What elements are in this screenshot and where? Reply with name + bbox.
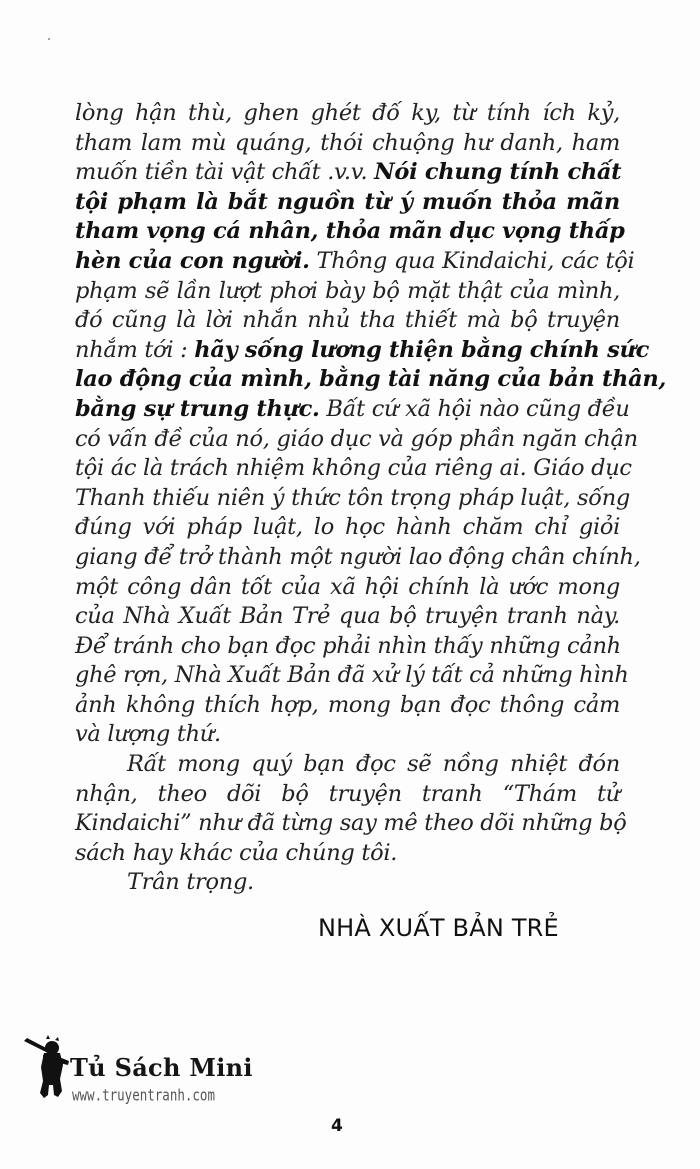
text-run: của Nhà Xuất Bản Trẻ qua bộ truyện tranh này. — [75, 603, 620, 630]
text-run: nhận, theo dõi bộ truyện tranh “Thám tử — [75, 780, 620, 807]
text-run: muốn tiền tài vật chất .v.v. — [75, 159, 375, 186]
text-line — [75, 158, 620, 188]
text-run: giang để trở thành một người lao động chân chính, — [75, 543, 641, 570]
text-line — [75, 306, 620, 336]
text-run: lòng hận thù, ghen ghét đố ky, từ tính ích kỷ, — [75, 100, 620, 126]
samurai-silhouette-icon — [22, 1035, 72, 1101]
text-run: sách hay khác của chúng tôi. — [75, 839, 398, 866]
text-line — [75, 868, 620, 898]
text-run: ảnh không thích hợp, mong bạn đọc thông cảm — [75, 691, 620, 718]
text-line — [75, 780, 620, 810]
scanlation-logo — [22, 1035, 252, 1105]
emphasized-text: lao động của mình, bằng tài năng của bản thân, — [75, 366, 666, 393]
text-run: tham lam mù quáng, thói chuộng hư danh, ham — [75, 129, 620, 156]
text-run: phạm sẽ lần lượt phơi bày bộ mặt thật của mình, — [75, 277, 620, 304]
emphasized-text: Nói chung tính chất — [374, 159, 622, 186]
text-run: Trân trọng. — [127, 869, 254, 896]
text-line — [75, 99, 620, 129]
text-line — [75, 129, 620, 159]
text-run: Thông qua Kindaichi, các tội — [309, 247, 635, 274]
text-run: Bất cứ xã hội nào cũng đều — [319, 395, 630, 422]
text-run: và lượng thứ. — [75, 721, 221, 748]
page-number: 4 — [331, 1116, 343, 1136]
text-line — [75, 750, 620, 780]
text-line — [75, 720, 620, 750]
text-line — [75, 484, 630, 514]
text-line — [75, 188, 620, 218]
text-line — [75, 454, 632, 484]
text-run: đúng với pháp luật, lo học hành chăm chỉ giỏi — [75, 514, 620, 541]
emphasized-text: hèn của con người. — [75, 247, 310, 274]
text-line — [75, 365, 666, 395]
scan-speck — [48, 38, 50, 40]
emphasized-text: tham vọng cá nhân, thỏa mãn dục vọng thấp — [75, 218, 625, 245]
text-line — [75, 809, 627, 839]
emphasized-text: hãy sống lương thiện bằng chính sức — [194, 336, 649, 363]
logo-title: Tủ Sách Mini — [70, 1053, 253, 1082]
text-line — [75, 395, 630, 425]
text-line — [75, 277, 620, 307]
text-line — [75, 661, 629, 691]
emphasized-text: tội phạm là bắt nguồn từ ý muốn thỏa mãn — [75, 188, 620, 215]
text-run: Để tránh cho bạn đọc phải nhìn thấy những cảnh — [75, 632, 621, 659]
text-line — [75, 632, 620, 662]
text-line — [75, 513, 620, 543]
emphasized-text: bằng sự trung thực. — [75, 395, 320, 422]
publisher-signature: NHÀ XUẤT BẢN TRẺ — [318, 914, 559, 942]
text-run: nhắm tới : — [75, 336, 195, 363]
text-run: Rất mong quý bạn đọc sẽ nồng nhiệt đón — [127, 751, 620, 778]
text-line — [75, 425, 638, 455]
text-run: tội ác là trách nhiệm không của riêng ai. Giáo dục — [75, 455, 632, 482]
text-line — [75, 691, 620, 721]
text-run: Kindaichi” như đã từng say mê theo dõi những bộ — [75, 810, 627, 837]
text-line — [75, 217, 625, 247]
text-line — [75, 839, 620, 869]
text-line — [75, 247, 635, 277]
text-run: có vấn đề của nó, giáo dục và góp phần ngăn chận — [75, 425, 638, 452]
text-run: một công dân tốt của xã hội chính là ước mong — [75, 573, 620, 600]
text-run: đó cũng là lời nhắn nhủ tha thiết mà bộ truyện — [75, 307, 620, 334]
logo-url: www.truyentranh.com — [72, 1085, 215, 1105]
text-line — [75, 336, 649, 366]
text-line — [75, 543, 641, 573]
text-run: ghê rợn, Nhà Xuất Bản đã xử lý tất cả những hình — [75, 662, 629, 689]
text-run: Thanh thiếu niên ý thức tôn trọng pháp luật, sống — [75, 484, 630, 511]
preface-body-text — [75, 99, 666, 898]
text-line — [75, 602, 620, 632]
text-line — [75, 573, 620, 603]
